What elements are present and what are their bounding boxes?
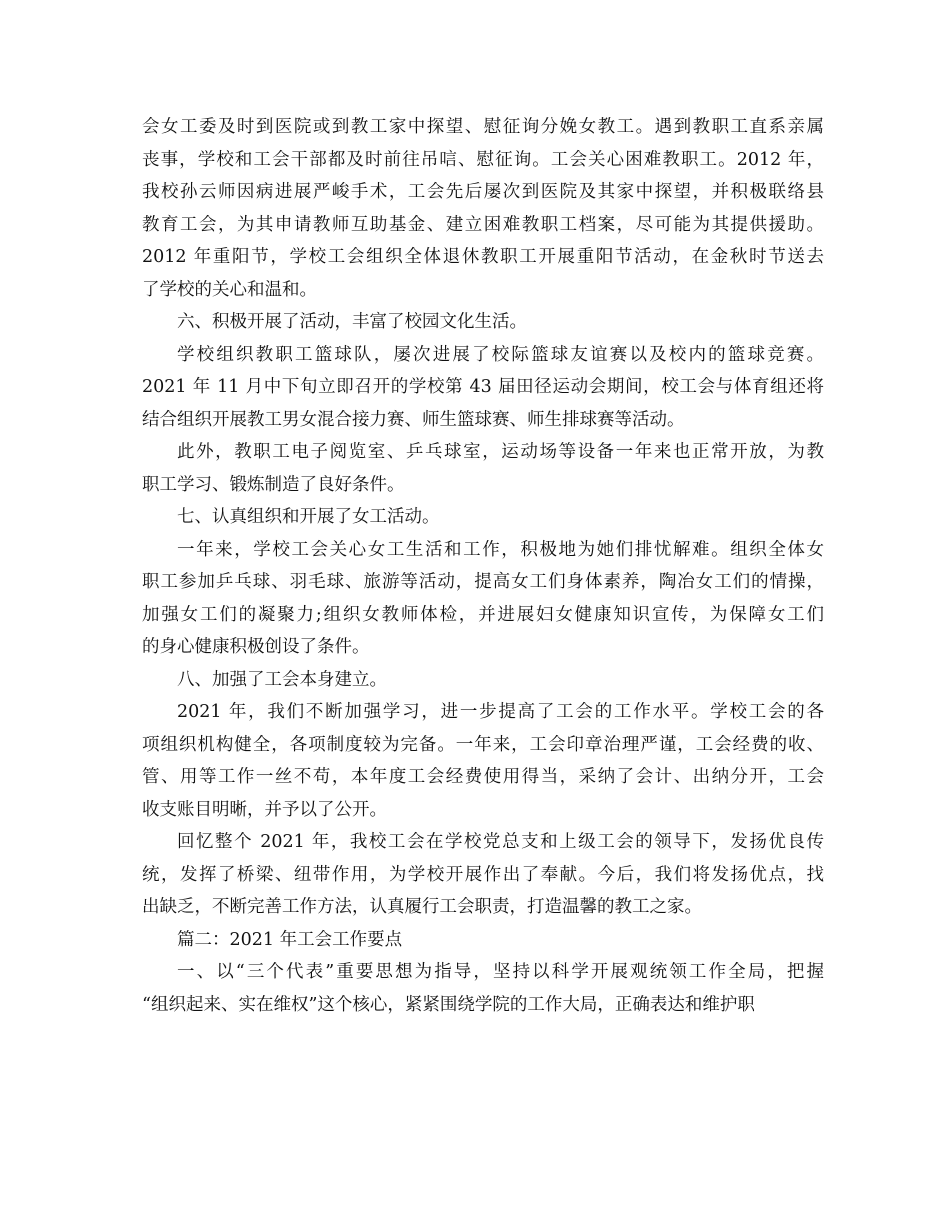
text-line: 一、以“三个代表”重要思想为指导，坚持以科学开展观统领工作全局，把握 bbox=[177, 962, 824, 982]
text-line: 了学校的关心和温和。 bbox=[142, 279, 317, 300]
text-line: 2021 年，我们不断加强学习，进一步提高了工会的工作水平。学校工会的各 bbox=[177, 702, 824, 722]
paragraph bbox=[142, 826, 824, 924]
text-line: 项组织机构健全，各项制度较为完备。一年来，工会印章治理严谨，工会经费的收、 bbox=[142, 734, 824, 755]
text-line: 加强女工们的凝聚力;组织女教师体检，并进展妇女健康知识宣传，为保障女工们 bbox=[142, 604, 824, 625]
paragraph bbox=[142, 956, 824, 1021]
paragraph bbox=[142, 111, 824, 306]
text-line: 回忆整个 2021 年，我校工会在学校党总支和上级工会的领导下，发扬优良传 bbox=[177, 832, 824, 852]
text-line: 丧事，学校和工会干部都及时前往吊唁、慰征询。工会关心困难教职工。2012 年， bbox=[142, 149, 824, 170]
paragraph bbox=[142, 306, 824, 339]
text-line: 教育工会，为其申请教师互助基金、建立困难教职工档案，尽可能为其提供援助。 bbox=[142, 214, 824, 235]
text-line: 的身心健康积极创设了条件。 bbox=[142, 637, 370, 657]
text-line: 八、加强了工会本身建立。 bbox=[177, 669, 387, 690]
paragraph bbox=[142, 501, 824, 534]
text-line: 我校孙云师因病进展严峻手术，工会先后屡次到医院及其家中探望，并积极联络县 bbox=[142, 182, 824, 202]
text-line: 职工学习、锻炼制造了良好条件。 bbox=[142, 474, 405, 495]
paragraph bbox=[142, 339, 824, 437]
paragraph bbox=[142, 924, 824, 957]
text-line: 出缺乏，不断完善工作方法，认真履行工会职责，打造温馨的教工之家。 bbox=[142, 897, 702, 917]
document-page bbox=[142, 111, 824, 1021]
text-line: 2012 年重阳节，学校工会组织全体退休教职工开展重阳节活动，在金秋时节送去 bbox=[142, 247, 824, 267]
text-line: 统，发挥了桥梁、纽带作用，为学校开展作出了奉献。今后，我们将发扬优点，找 bbox=[142, 864, 824, 885]
text-line: 结合组织开展教工男女混合接力赛、师生篮球赛、师生排球赛等活动。 bbox=[142, 409, 685, 430]
text-line: 职工参加乒乓球、羽毛球、旅游等活动，提高女工们身体素养，陶冶女工们的情操， bbox=[142, 572, 824, 592]
paragraph bbox=[142, 664, 824, 697]
text-line: “组织起来、实在维权”这个核心，紧紧围绕学院的工作大局，正确表达和维护职 bbox=[142, 994, 755, 1015]
text-line: 六、积极开展了活动，丰富了校园文化生活。 bbox=[177, 312, 527, 332]
text-line: 会女工委及时到医院或到教工家中探望、慰征询分娩女教工。遇到教职工直系亲属 bbox=[142, 117, 824, 137]
text-line: 学校组织教职工篮球队，屡次进展了校际篮球友谊赛以及校内的篮球竞赛。 bbox=[177, 344, 824, 365]
text-line: 收支账目明晰，并予以了公开。 bbox=[142, 799, 387, 820]
text-line: 管、用等工作一丝不苟，本年度工会经费使用得当，采纳了会计、出纳分开，工会 bbox=[142, 767, 824, 787]
paragraph bbox=[142, 534, 824, 664]
text-line: 此外，教职工电子阅览室、乒乓球室，运动场等设备一年来也正常开放，为教 bbox=[177, 442, 824, 462]
paragraph bbox=[142, 436, 824, 501]
text-line: 一年来，学校工会关心女工生活和工作，积极地为她们排忧解难。组织全体女 bbox=[177, 539, 824, 560]
text-line: 七、认真组织和开展了女工活动。 bbox=[177, 507, 440, 527]
paragraph bbox=[142, 696, 824, 826]
text-line: 篇二：2021 年工会工作要点 bbox=[177, 929, 403, 950]
text-line: 2021 年 11 月中下旬立即召开的学校第 43 届田径运动会期间，校工会与体育组还将 bbox=[142, 377, 824, 397]
